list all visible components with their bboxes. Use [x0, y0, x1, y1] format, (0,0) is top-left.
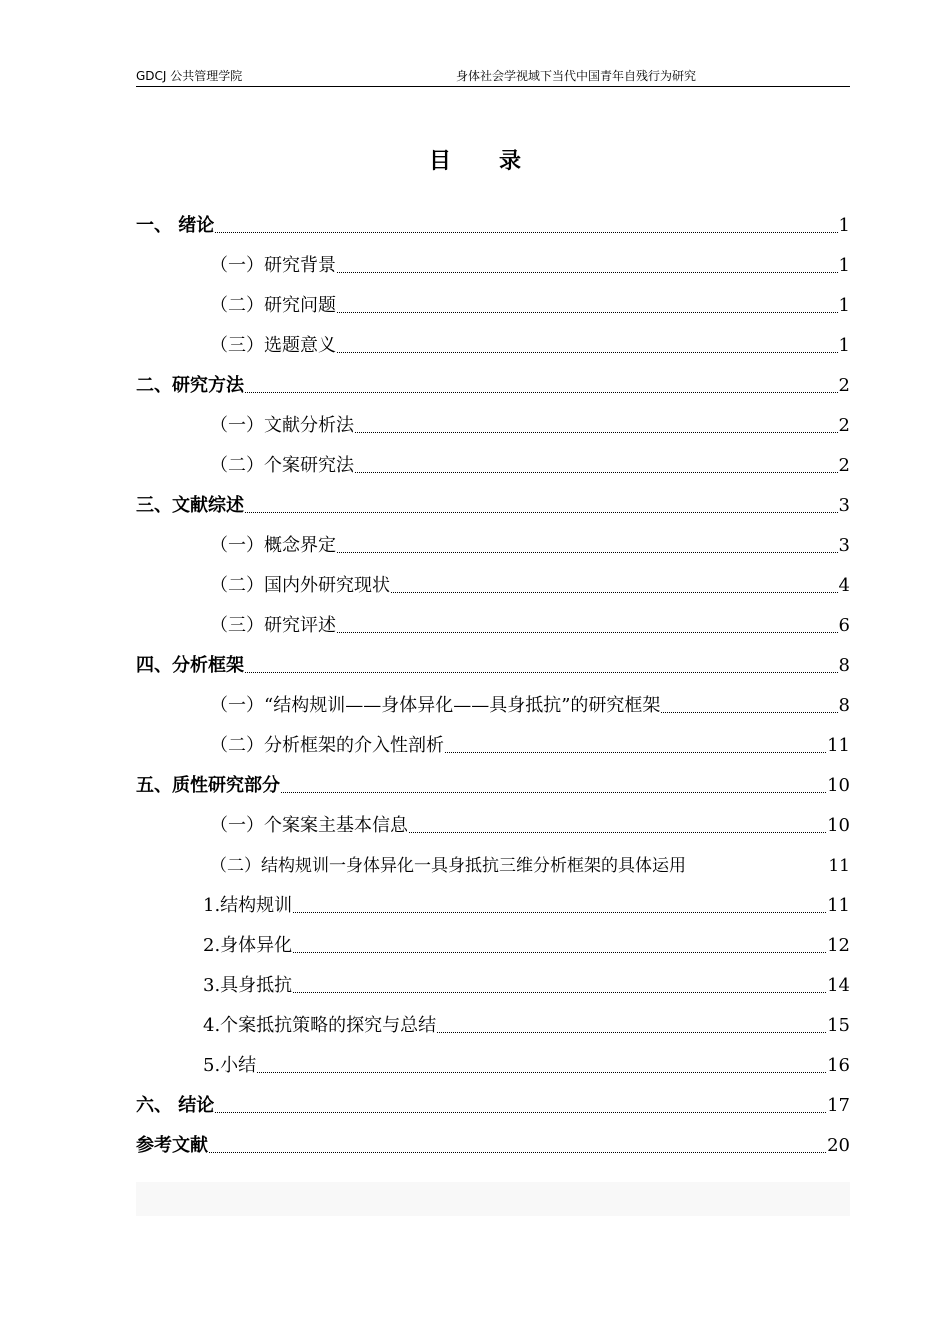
toc-entry-page: 2 — [838, 375, 850, 396]
toc-entry-resistance-strategy[interactable] — [203, 1012, 850, 1040]
toc-entry-page: 17 — [827, 1095, 850, 1116]
toc-entry-page: 1 — [838, 215, 850, 236]
toc-entry-label: （二）研究问题 — [210, 295, 336, 316]
toc-entry-page: 6 — [838, 615, 850, 636]
toc-entry-page: 11 — [828, 856, 850, 876]
header-school: GDCJ 公共管理学院 — [136, 69, 243, 83]
toc-entry-page: 2 — [838, 455, 850, 476]
toc-entry-page: 3 — [838, 535, 850, 556]
toc-title-part2: 录 — [499, 149, 522, 174]
toc-entry-framework-application[interactable] — [210, 852, 850, 880]
toc-entry-case-method[interactable] — [210, 452, 850, 480]
toc-entry-page: 8 — [838, 655, 850, 676]
toc-entry-label: 一、 绪论 — [136, 215, 215, 236]
toc-entry-label: 四、分析框架 — [136, 655, 244, 676]
toc-entry-page: 4 — [838, 575, 850, 596]
toc-entry-page: 10 — [827, 815, 850, 836]
toc-entry-conclusion[interactable] — [136, 1092, 850, 1120]
toc-entry-label: （二）国内外研究现状 — [210, 575, 390, 596]
toc-entry-page: 20 — [827, 1135, 850, 1156]
toc-entry-case-info[interactable] — [210, 812, 850, 840]
toc-entry-significance[interactable] — [210, 332, 850, 360]
toc-title — [0, 146, 950, 178]
toc-entry-page: 1 — [838, 295, 850, 316]
header-thesis-title: 身体社会学视域下当代中国青年自残行为研究 — [456, 69, 697, 83]
toc-entry-label: 三、文献综述 — [136, 495, 244, 516]
toc-entry-label: （三）选题意义 — [210, 335, 336, 356]
toc-entry-research-framework[interactable] — [210, 692, 850, 720]
toc-entry-page: 2 — [838, 415, 850, 436]
toc-entry-label: 2.身体异化 — [203, 935, 293, 956]
toc-entry-background[interactable] — [210, 252, 850, 280]
toc-entry-page: 10 — [827, 775, 850, 796]
toc-entry-label: （一）概念界定 — [210, 535, 336, 556]
toc-entry-label: （一）“结构规训——身体异化——具身抵抗”的研究框架 — [210, 695, 661, 716]
toc-entry-label: （二）分析框架的介入性剖析 — [210, 735, 444, 756]
toc-entry-methods[interactable] — [136, 372, 850, 400]
toc-entry-page: 14 — [827, 975, 850, 996]
toc-entry-summary[interactable] — [203, 1052, 850, 1080]
toc-entry-concepts[interactable] — [210, 532, 850, 560]
toc-entry-embodied-resistance[interactable] — [203, 972, 850, 1000]
toc-entry-label: （一）个案案主基本信息 — [210, 815, 408, 836]
toc-entry-label: 五、质性研究部分 — [136, 775, 280, 796]
toc-entry-label: （二）个案研究法 — [210, 455, 354, 476]
toc-entry-body-alienation[interactable] — [203, 932, 850, 960]
toc-entry-page: 3 — [838, 495, 850, 516]
toc-entry-label: 二、研究方法 — [136, 375, 244, 396]
toc-entry-label: 1.结构规训 — [203, 895, 293, 916]
toc-entry-question[interactable] — [210, 292, 850, 320]
toc-entry-page: 16 — [827, 1055, 850, 1076]
page-header — [136, 66, 850, 87]
toc-title-part1: 目 — [428, 149, 451, 174]
toc-entry-research-status[interactable] — [210, 572, 850, 600]
toc-entry-label: （一）研究背景 — [210, 255, 336, 276]
toc-entry-label: （三）研究评述 — [210, 615, 336, 636]
toc-entry-qualitative[interactable] — [136, 772, 850, 800]
toc-entry-framework[interactable] — [136, 652, 850, 680]
toc-entry-page: 11 — [827, 895, 850, 916]
toc-entry-label: 六、 结论 — [136, 1095, 215, 1116]
toc-entry-label: 参考文献 — [136, 1135, 208, 1156]
toc-entry-label: （二）结构规训一身体异化一具身抵抗三维分析框架的具体运用 — [210, 856, 686, 876]
toc-entry-references[interactable] — [136, 1132, 850, 1160]
toc-entry-review-comments[interactable] — [210, 612, 850, 640]
toc-entry-literature-method[interactable] — [210, 412, 850, 440]
toc-entry-introduction[interactable] — [136, 212, 850, 240]
toc-entry-page: 1 — [838, 255, 850, 276]
toc-entry-page: 11 — [827, 735, 850, 756]
toc-entry-framework-analysis[interactable] — [210, 732, 850, 760]
toc-entry-structural-discipline[interactable] — [203, 892, 850, 920]
toc-entry-page: 1 — [838, 335, 850, 356]
toc-entry-label: 3.具身抵抗 — [203, 975, 293, 996]
toc-entry-page: 8 — [838, 695, 850, 716]
toc-entry-page: 12 — [827, 935, 850, 956]
toc-entry-label: 4.个案抵抗策略的探究与总结 — [203, 1015, 437, 1036]
toc-entry-label: （一）文献分析法 — [210, 415, 354, 436]
toc-entry-page: 15 — [827, 1015, 850, 1036]
page-footer-band — [136, 1182, 850, 1216]
toc-entry-literature-review[interactable] — [136, 492, 850, 520]
toc-entry-label: 5.小结 — [203, 1055, 257, 1076]
